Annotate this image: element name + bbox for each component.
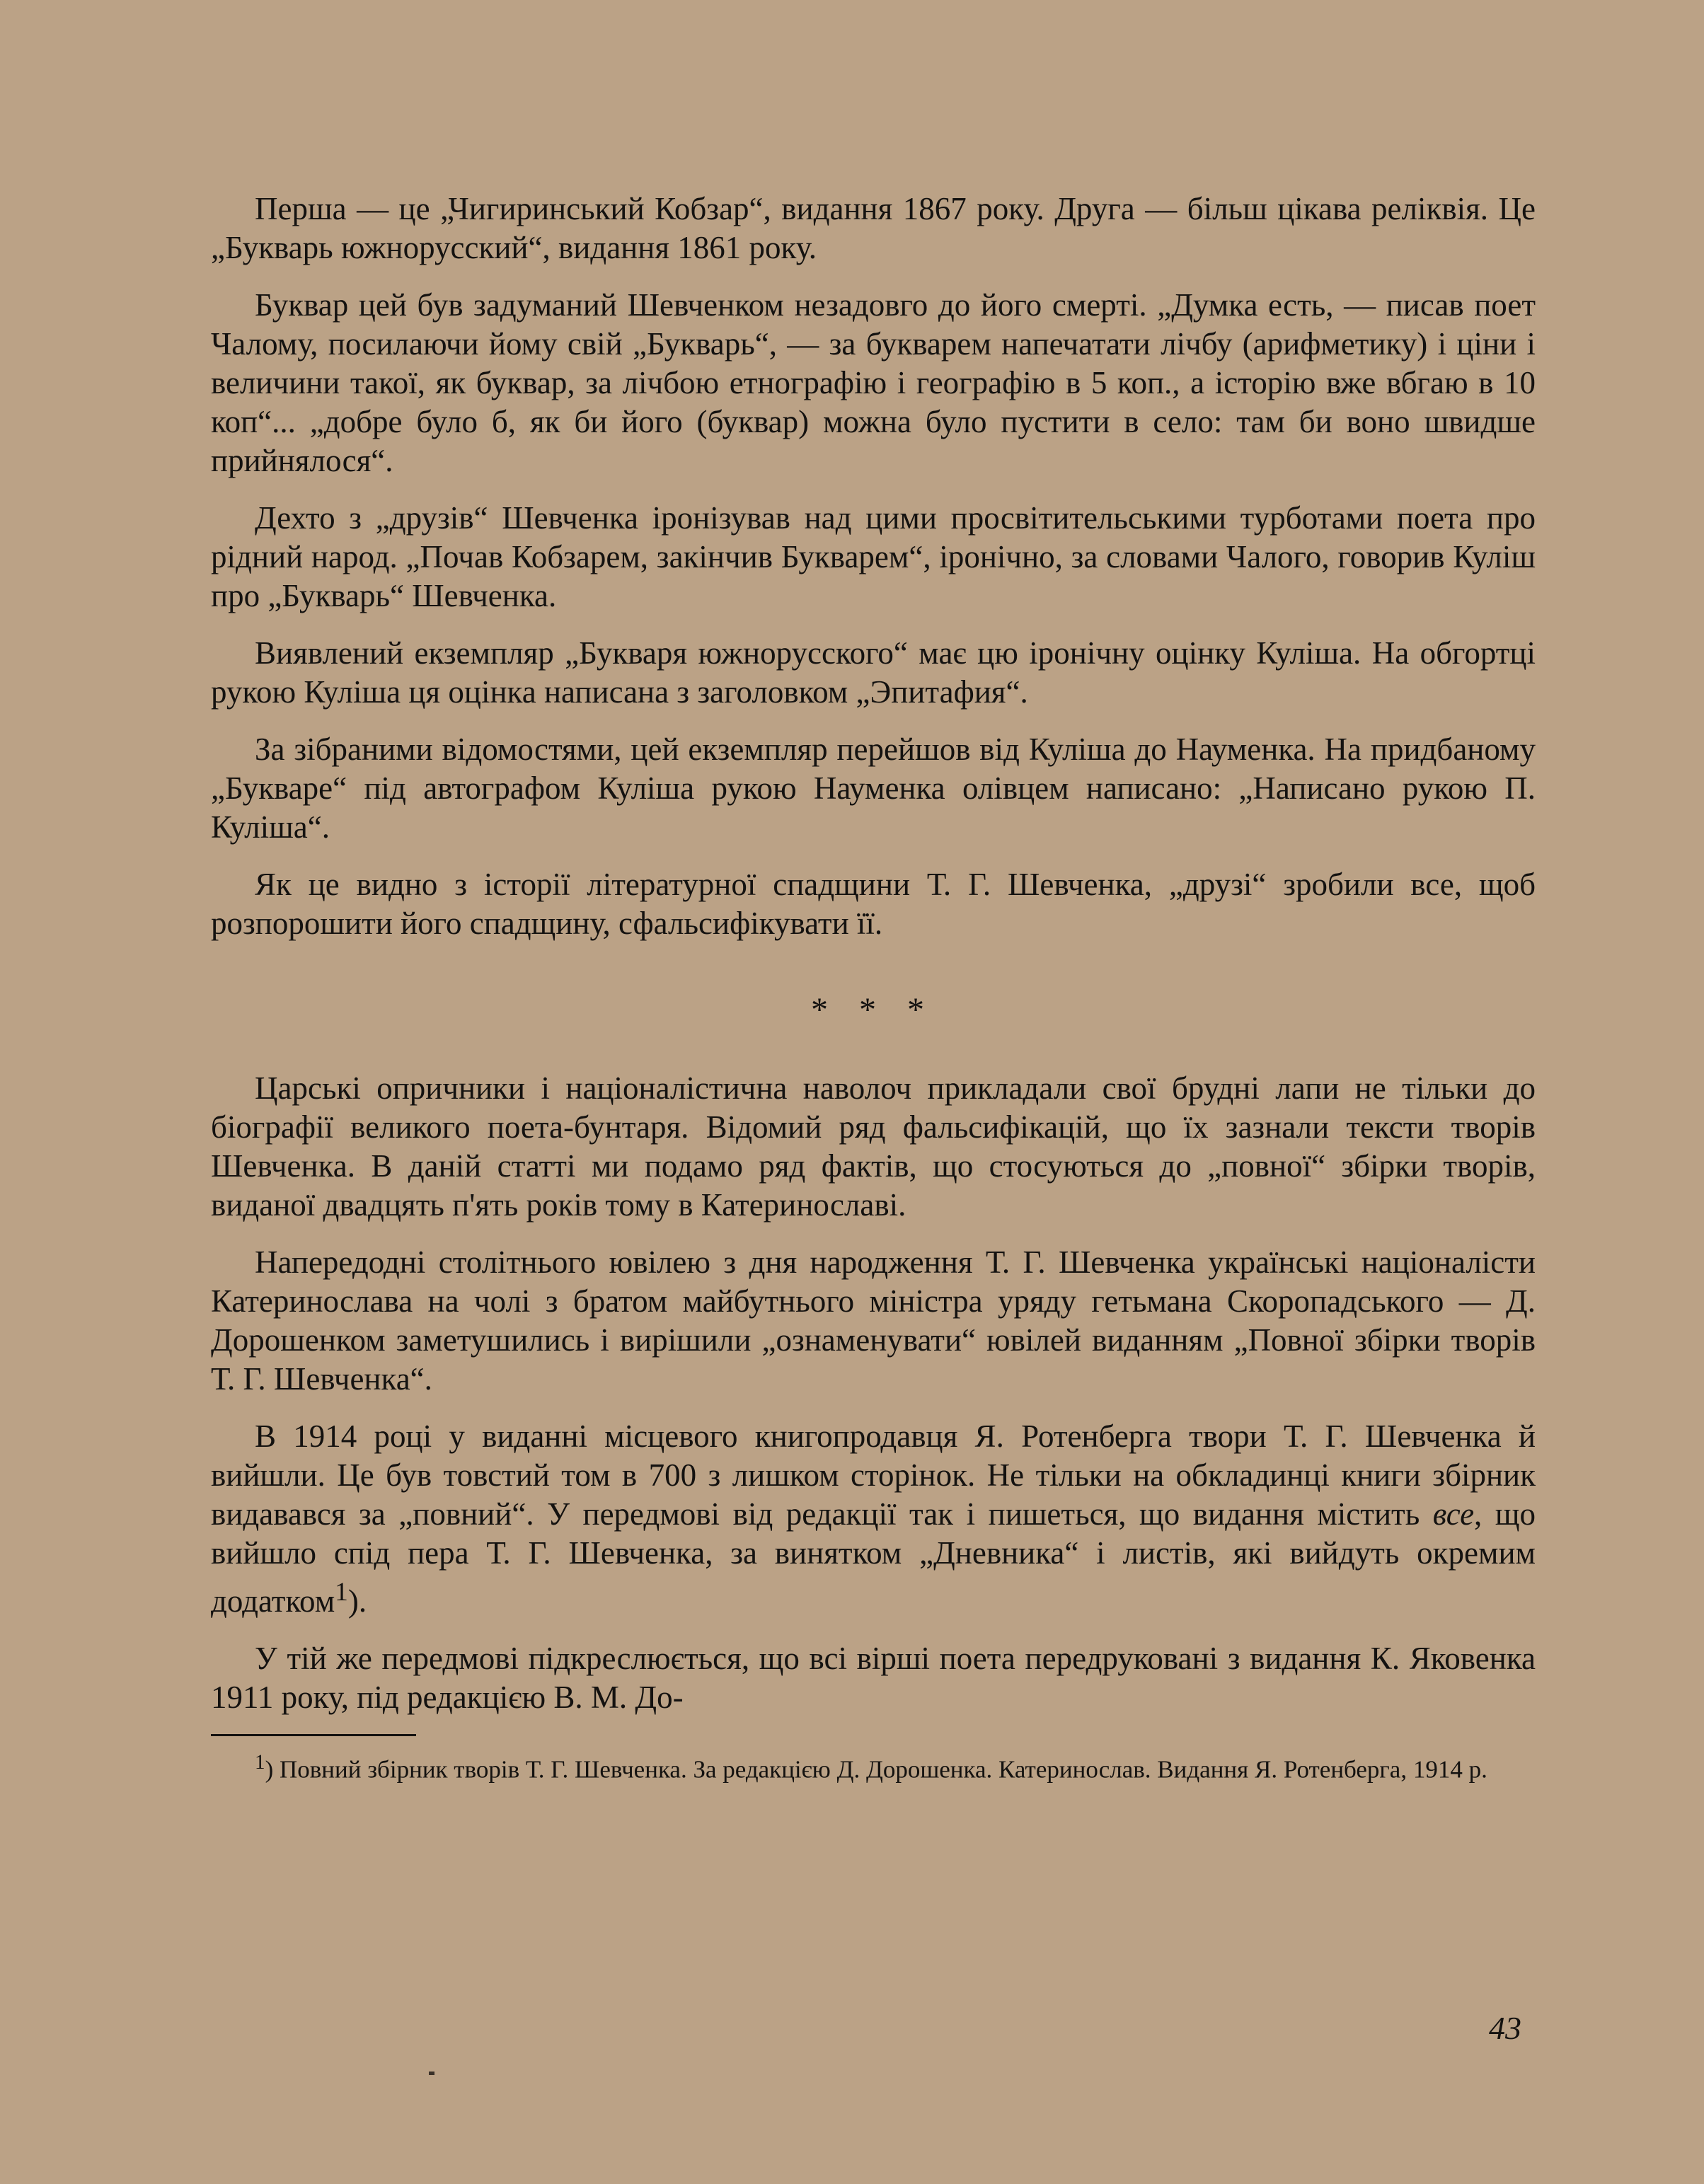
paragraph-5: За зібраними відомостями, цей екземпляр перейшов від Куліша до Науменка. На придбаному „Букваре“ під автографом Куліша рукою Науменка олівцем написано: „Написано рукою П. Куліша“. xyxy=(211,732,1536,845)
paragraph-1: Перша — це „Чигиринський Кобзар“, видання 1867 року. Друга — більш цікава реліквія. Це „Букварь южнорусский“, видання 1861 року. xyxy=(211,191,1536,265)
paragraph-9-text-cont: , що вийшло спід пера Т. Г. Шевченка, за винятком „Дневника“ і листів, які вийдуть окремим додатком xyxy=(211,1496,1536,1619)
paragraph-9 xyxy=(211,1417,1536,1621)
footnote-rule xyxy=(211,1734,416,1736)
paragraph-7: Царські опричники і націоналістична наволоч прикладали свої брудні лапи не тільки до біографії великого поета-бунтаря. Відомий ряд фальсифікацій, що їх зазнали тексти творів Шевченка. В даній статті ми подамо ряд фактів, що стосуються до „повної“ збірки творів, виданої двадцять п'ять років тому в Катеринославі. xyxy=(211,1070,1536,1223)
paragraph-9-end: ). xyxy=(347,1583,367,1619)
paragraph-6: Як це видно з історії літературної спадщини Т. Г. Шевченка, „друзі“ зробили все, щоб розпорошити його спадщину, сфальсифікувати її. xyxy=(211,867,1536,941)
paragraph-4: Виявлений екземпляр „Букваря южнорусского“ має цю іронічну оцінку Куліша. На обгортці рукою Куліша ця оцінка написана з заголовком „Эпитафия“. xyxy=(211,635,1536,710)
paragraph-3: Дехто з „друзів“ Шевченка іронізував над цими просвітительськими турботами поета про рідний народ. „Почав Кобзарем, закінчив Букварем“, іронічно, за словами Чалого, говорив Куліш про „Букварь“ Шевченка. xyxy=(211,500,1536,613)
footnote-text: ) Повний збірник творів Т. Г. Шевченка. За редакцією Д. Дорошенка. Катеринослав. Видання Я. Ротенберга, 1914 р. xyxy=(265,1755,1487,1784)
paragraph-9-text: В 1914 році у виданні місцевого книгопродавця Я. Ротенберга твори Т. Г. Шевченка й вийшли. Це був товстий том в 700 з лишком сторінок. Не тільки на обкладинці книги збірник видавався за „повний“. У передмові від редакції так і пишеться, що видання містить xyxy=(211,1419,1536,1532)
scan-speck xyxy=(429,2072,434,2075)
paragraph-8: Напередодні столітнього ювілею з дня народження Т. Г. Шевченка українські націоналісти Катеринослава на чолі з братом майбутнього міністра уряду гетьмана Скоропадського — Д. Дорошенком заметушились і вирішили „ознаменувати“ ювілей виданням „Повної збірки творів Т. Г. Шевченка“. xyxy=(211,1244,1536,1397)
footnote xyxy=(211,1747,1536,1785)
paragraph-2: Буквар цей був задуманий Шевченком незадовго до його смерті. „Думка есть, — писав поет Чалому, посилаючи йому свій „Букварь“, — за букварем напечатати лічбу (арифметику) і ціни і величини такої, як буквар, за лічбою етнографію і географію в 5 коп., а історію вже вбгаю в 10 коп“... „добре було б, як би його (буквар) можна було пустити в село: там би воно швидше прийнялося“. xyxy=(211,287,1536,478)
footnote-marker: 1 xyxy=(255,1751,265,1774)
page-number: 43 xyxy=(1489,2010,1521,2046)
footnote-reference: 1 xyxy=(335,1578,348,1607)
page-body xyxy=(211,190,1536,1803)
section-separator: * * * xyxy=(811,991,936,1029)
emphasized-word: все xyxy=(1432,1496,1475,1532)
paragraph-10: У тій же передмові підкреслюється, що всі вірші поета передруковані з видання К. Яковенка 1911 року, під редакцією В. М. До- xyxy=(211,1641,1536,1715)
